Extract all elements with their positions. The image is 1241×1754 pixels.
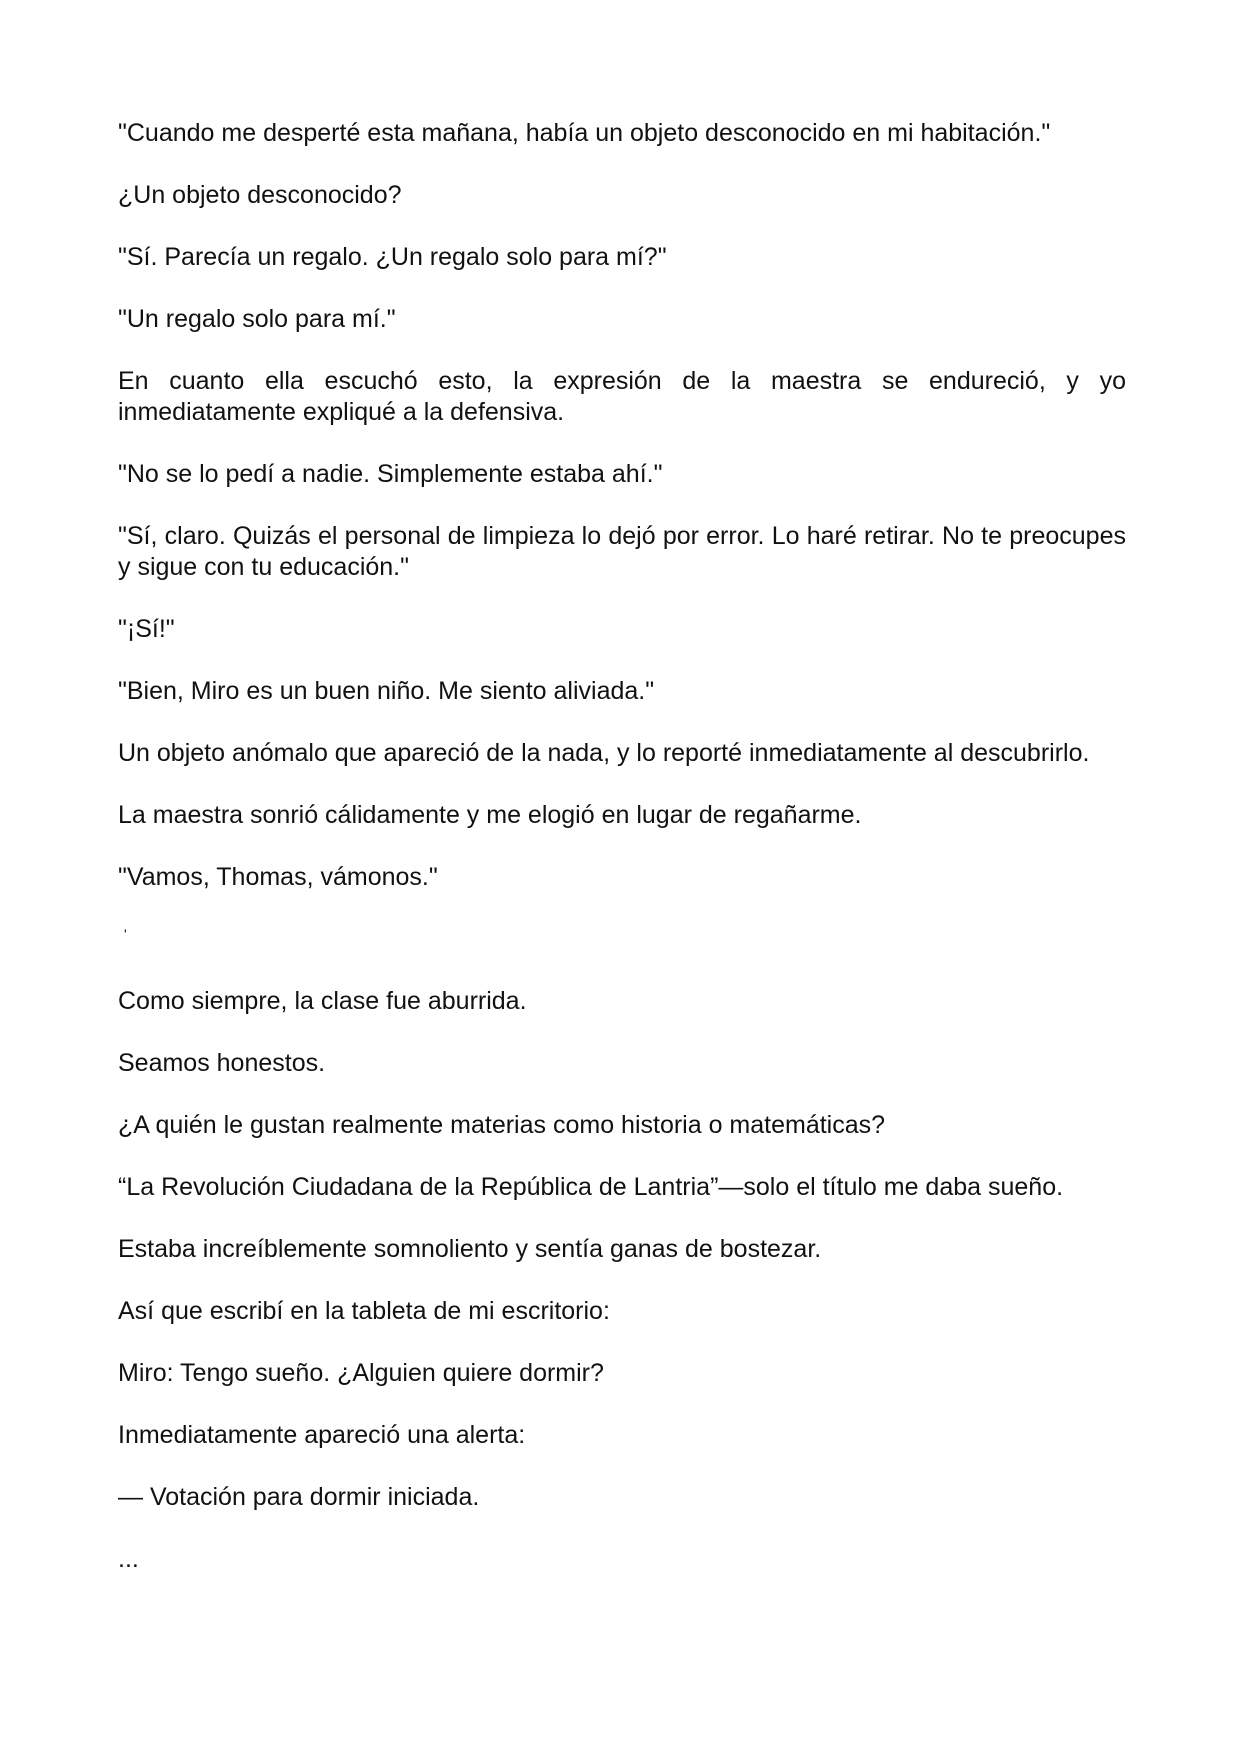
paragraph: — Votación para dormir iniciada. — [118, 1483, 480, 1511]
paragraph: "Un regalo solo para mí." — [118, 305, 396, 333]
paragraph: ¿Un objeto desconocido? — [118, 181, 402, 209]
paragraph: Inmediatamente apareció una alerta: — [118, 1421, 526, 1449]
paragraph: La maestra sonrió cálidamente y me elogió en lugar de regañarme. — [118, 801, 862, 829]
paragraph: "Sí, claro. Quizás el personal de limpieza lo dejó por error. Lo haré retirar. No te preocupes y sigue con tu educación." — [118, 522, 1126, 581]
paragraph: Miro: Tengo sueño. ¿Alguien quiere dormir? — [118, 1359, 604, 1387]
paragraph: ... — [118, 1545, 139, 1573]
paragraph: "No se lo pedí a nadie. Simplemente estaba ahí." — [118, 460, 663, 488]
paragraph: "Bien, Miro es un buen niño. Me siento aliviada." — [118, 677, 655, 705]
paragraph: Estaba increíblemente somnoliento y sentía ganas de bostezar. — [118, 1235, 822, 1263]
paragraph: Seamos honestos. — [118, 1049, 326, 1077]
section-break-mark: ' — [124, 926, 127, 942]
paragraph: En cuanto ella escuchó esto, la expresión de la maestra se endureció, y yo inmediatamente expliqué a la defensiva. — [118, 367, 1126, 426]
paragraph: "¡Sí!" — [118, 615, 175, 643]
paragraph: “La Revolución Ciudadana de la República de Lantria”—solo el título me daba sueño. — [118, 1173, 1064, 1201]
document-body — [118, 118, 1126, 1606]
paragraph: ¿A quién le gustan realmente materias como historia o matemáticas? — [118, 1111, 886, 1139]
paragraph: Como siempre, la clase fue aburrida. — [118, 987, 527, 1015]
paragraph: Así que escribí en la tableta de mi escritorio: — [118, 1297, 610, 1325]
paragraph: "Cuando me desperté esta mañana, había un objeto desconocido en mi habitación." — [118, 119, 1051, 147]
paragraph: "Vamos, Thomas, vámonos." — [118, 863, 438, 891]
paragraph: Un objeto anómalo que apareció de la nada, y lo reporté inmediatamente al descubrirlo. — [118, 739, 1090, 767]
paragraph: "Sí. Parecía un regalo. ¿Un regalo solo para mí?" — [118, 243, 667, 271]
